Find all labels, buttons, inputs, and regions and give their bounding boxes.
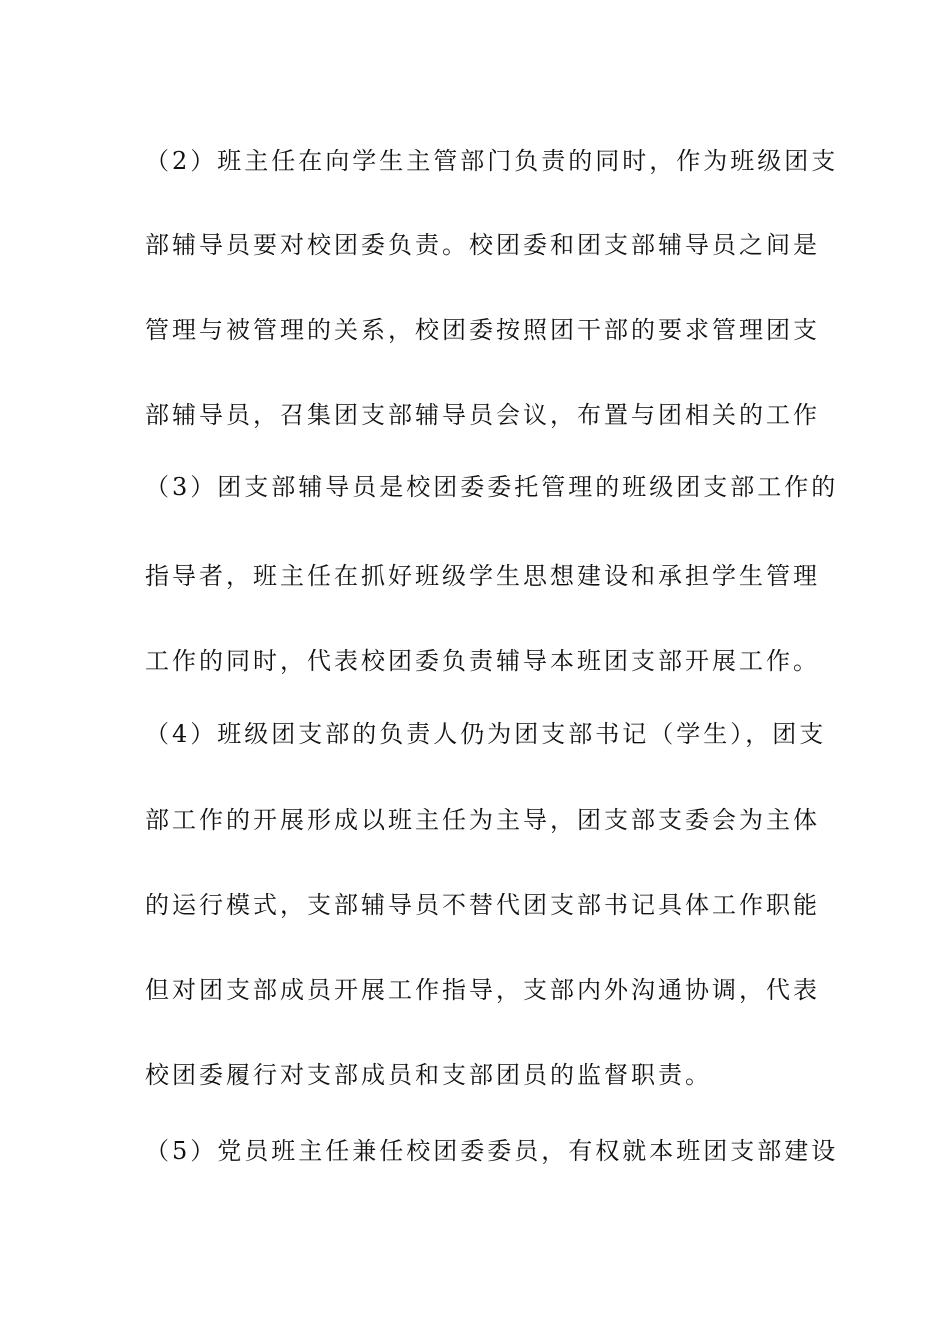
paragraph-4-line-2: 部工作的开展形成以班主任为主导，团支部支委会为主体: [145, 806, 820, 834]
paragraph-4-line-4: 但对团支部成员开展工作指导，支部内外沟通协调，代表: [145, 976, 820, 1004]
paragraph-2-line-4: 部辅导员，召集团支部辅导员会议，布置与团相关的工作: [145, 401, 820, 429]
paragraph-2-line-3: 管理与被管理的关系，校团委按照团干部的要求管理团支: [145, 316, 820, 344]
paragraph-3-line-1: （3）团支部辅导员是校团委委托管理的班级团支部工作的: [145, 473, 839, 501]
paragraph-4-line-1: （4）班级团支部的负责人仍为团支部书记（学生），团支: [145, 720, 827, 748]
paragraph-3-line-3: 工作的同时，代表校团委负责辅导本班团支部开展工作。: [145, 647, 820, 675]
paragraph-2-line-2: 部辅导员要对校团委负责。校团委和团支部辅导员之间是: [145, 231, 820, 259]
paragraph-4-line-5: 校团委履行对支部成员和支部团员的监督职责。: [145, 1061, 712, 1089]
paragraph-3-line-2: 指导者，班主任在抓好班级学生思想建设和承担学生管理: [145, 562, 820, 590]
paragraph-2-line-1: （2）班主任在向学生主管部门负责的同时，作为班级团支: [145, 147, 839, 175]
paragraph-4-line-3: 的运行模式，支部辅导员不替代团支部书记具体工作职能: [145, 891, 820, 919]
paragraph-5-line-1: （5）党员班主任兼任校团委委员，有权就本班团支部建设: [145, 1137, 839, 1165]
